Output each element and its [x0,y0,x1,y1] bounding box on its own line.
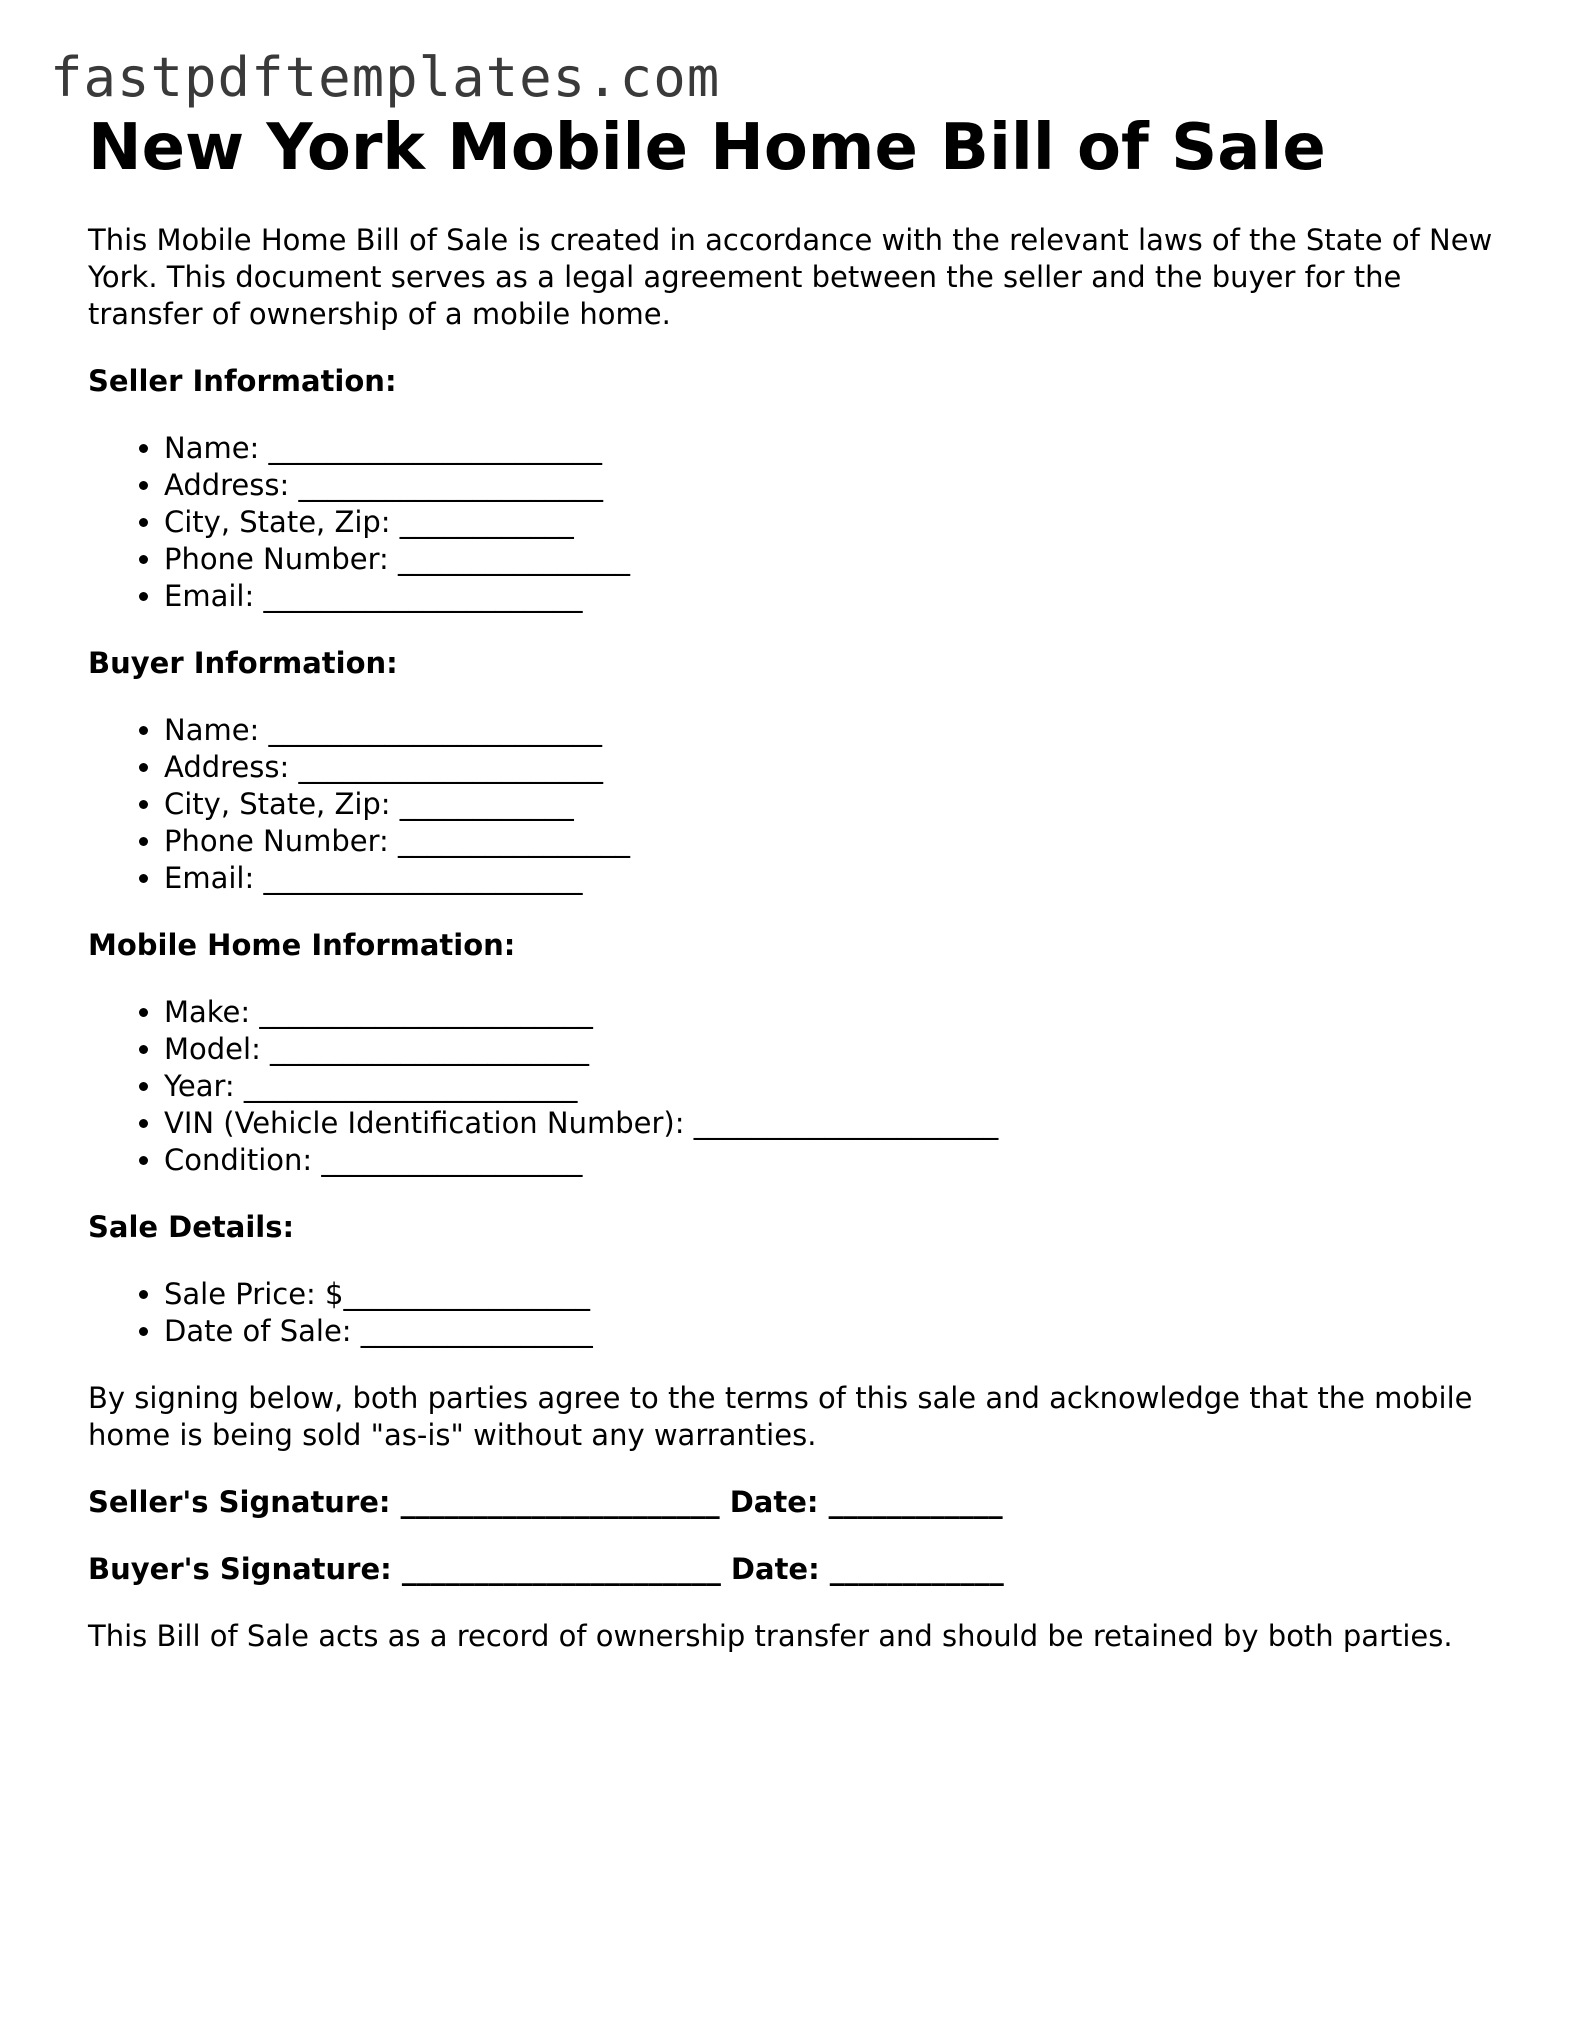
seller-phone-field: • Phone Number: ________________ [164,541,1508,578]
buyer-email-field: • Email: ______________________ [164,860,1508,897]
buyer-fields-list [88,712,1508,897]
seller-address-field: • Address: _____________________ [164,467,1508,504]
seller-email-field: • Email: ______________________ [164,578,1508,615]
agreement-paragraph: By signing below, both parties agree to the terms of this sale and acknowledge that the mobile home is being sold "as-is" without any warranties. [88,1381,1473,1452]
seller-fields-list [88,430,1508,615]
sale-details-list [88,1276,1508,1350]
buyer-city-state-zip-field: • City, State, Zip: ____________ [164,786,1508,823]
home-condition-field: • Condition: __________________ [164,1142,1508,1179]
sale-details-heading: Sale Details: [88,1210,295,1244]
closing-paragraph: This Bill of Sale acts as a record of ownership transfer and should be retained by both parties. [88,1619,1453,1653]
mobile-home-heading: Mobile Home Information: [88,928,516,962]
home-make-field: • Make: _______________________ [164,994,1508,1031]
seller-heading: Seller Information: [88,364,397,398]
document-title: New York Mobile Home Bill of Sale [88,111,1326,185]
sale-date-field: • Date of Sale: ________________ [164,1313,1508,1350]
mobile-home-fields-list [88,994,1508,1179]
buyer-name-field: • Name: _______________________ [164,712,1508,749]
buyer-phone-field: • Phone Number: ________________ [164,823,1508,860]
buyer-address-field: • Address: _____________________ [164,749,1508,786]
watermark: fastpdftemplates.com [50,46,721,109]
seller-name-field: • Name: _______________________ [164,430,1508,467]
home-model-field: • Model: ______________________ [164,1031,1508,1068]
seller-signature-line: Seller's Signature: ______________________ Date: ____________ [88,1485,1003,1519]
buyer-heading: Buyer Information: [88,646,398,680]
sale-price-field: • Sale Price: $_________________ [164,1276,1508,1313]
seller-city-state-zip-field: • City, State, Zip: ____________ [164,504,1508,541]
home-year-field: • Year: _______________________ [164,1068,1508,1105]
document-page [88,108,1508,1655]
intro-paragraph: This Mobile Home Bill of Sale is created in accordance with the relevant laws of the State of New York. This document serves as a legal agreement between the seller and the buyer for the transfer of ownership of a mobile home. [88,223,1493,331]
home-vin-field: • VIN (Vehicle Identification Number): _____________________ [164,1105,1508,1142]
buyer-signature-line: Buyer's Signature: ______________________ Date: ____________ [88,1552,1004,1586]
